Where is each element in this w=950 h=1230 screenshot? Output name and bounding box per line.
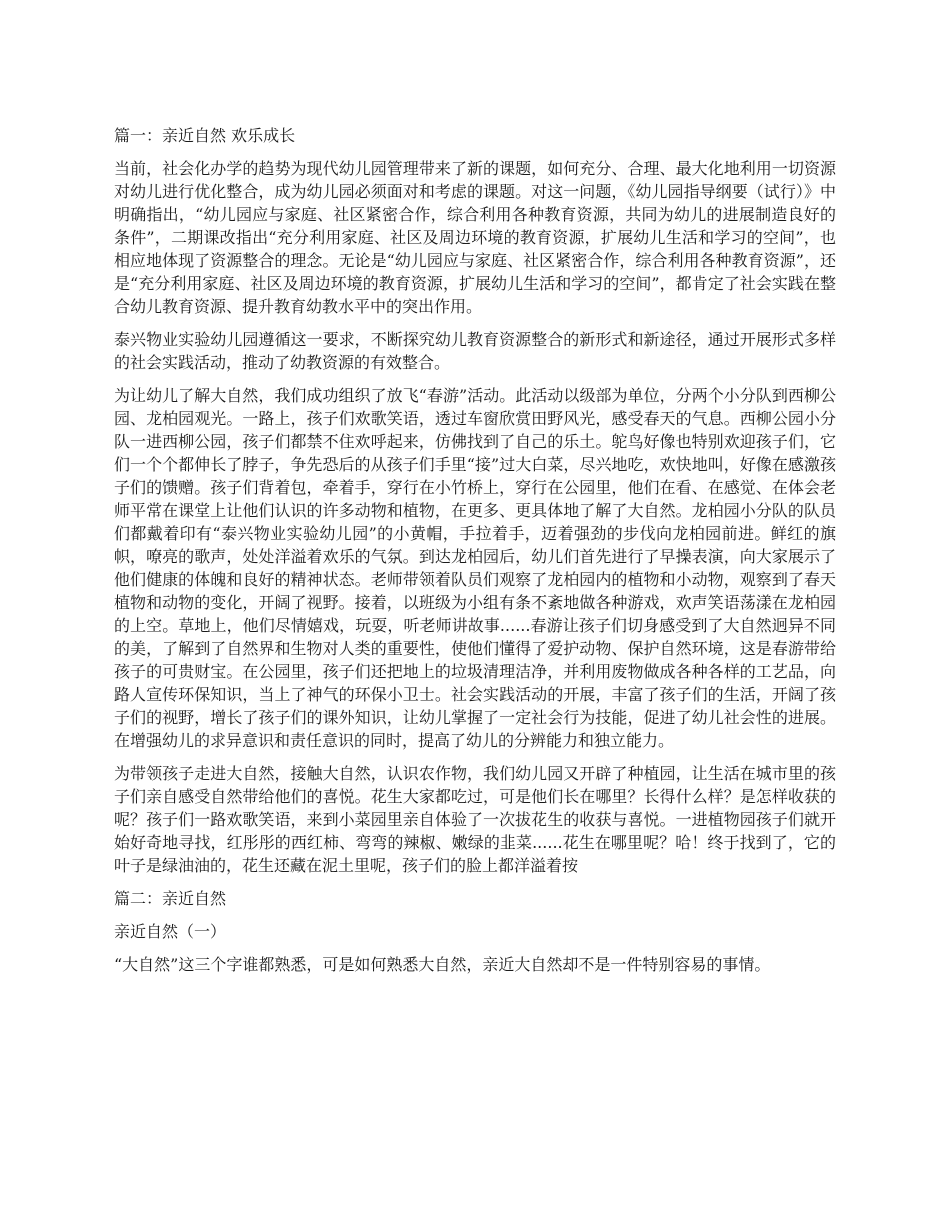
paragraph: “大自然”这三个字谁都熟悉，可是如何熟悉大自然，亲近大自然却不是一件特别容易的事情。: [114, 955, 771, 974]
paragraph: 泰兴物业实验幼儿园遵循这一要求，不断探究幼儿教育资源整合的新形式和新途径，通过开展形式多样的社会实践活动，推动了幼教资源的有效整合。: [114, 330, 836, 372]
subsection-title: 亲近自然（一）: [114, 922, 227, 941]
paragraph: 当前，社会化办学的趋势为现代幼儿园管理带来了新的课题，如何充分、合理、最大化地利用一切资源对幼儿进行优化整合，成为幼儿园必须面对和考虑的课题。对这一问题，《幼儿园指导纲要（试行）》中明确指出，“幼儿园应与家庭、社区紧密合作，综合利用各种教育资源，共同为幼儿的进展制造良好的条件”，二期课改指出“充分利用家庭、社区及周边环境的教育资源，扩展幼儿生活和学习的空间”，也相应地体现了资源整合的理念。无论是“幼儿园应与家庭、社区紧密合作，综合利用各种教育资源”，还是“充分利用家庭、社区及周边环境的教育资源，扩展幼儿生活和学习的空间”，都肯定了社会实践在整合幼儿教育资源、提升教育幼教水平中的突出作用。: [114, 159, 836, 316]
paragraph: 为让幼儿了解大自然，我们成功组织了放飞“春游”活动。此活动以级部为单位，分两个小分队到西柳公园、龙柏园观光。一路上，孩子们欢歌笑语，透过车窗欣赏田野风光，感受春天的气息。西柳公园小分队一进西柳公园，孩子们都禁不住欢呼起来，仿佛找到了自己的乐土。鸵鸟好像也特别欢迎孩子们，它们一个个都伸长了脖子，争先恐后的从孩子们手里“接”过大白菜，尽兴地吃，欢快地叫，好像在感激孩子们的馈赠。孩子们背着包，牵着手，穿行在小竹桥上，穿行在公园里，他们在看、在感觉、在体会老师平常在课堂上让他们认识的许多动物和植物，在更多、更具体地了解了大自然。龙柏园小分队的队员们都戴着印有“泰兴物业实验幼儿园”的小黄帽，手拉着手，迈着强劲的步伐向龙柏园前进。鲜红的旗帜，嘹亮的歌声，处处洋溢着欢乐的气氛。到达龙柏园后，幼儿们首先进行了早操表演，向大家展示了他们健康的体魄和良好的精神状态。老师带领着队员们观察了龙柏园内的植物和小动物，观察到了春天植物和动物的变化，开阔了视野。接着，以班级为小组有条不紊地做各种游戏，欢声笑语荡漾在龙柏园的上空。草地上，他们尽情嬉戏，玩耍，听老师讲故事......春游让孩子们切身感受到了大自然迥异不同的美，了解到了自然界和生物对人类的重要性，使他们懂得了爱护动物、保护自然环境，这是春游带给孩子的可贵财宝。在公园里，孩子们还把地上的垃圾清理洁净，并利用废物做成各种各样的工艺品，向路人宣传环保知识，当上了神气的环保小卫士。社会实践活动的开展，丰富了孩子们的生活，开阔了孩子们的视野，增长了孩子们的课外知识，让幼儿掌握了一定社会行为技能，促进了幼儿社会性的进展。在增强幼儿的求异意识和责任意识的同时，提高了幼儿的分辨能力和独立能力。: [114, 386, 836, 750]
paragraph: 为带领孩子走进大自然，接触大自然，认识农作物，我们幼儿园又开辟了种植园，让生活在城市里的孩子们亲自感受自然带给他们的喜悦。花生大家都吃过，可是他们长在哪里？长得什么样？是怎样收获的呢？孩子们一路欢歌笑语，来到小菜园里亲自体验了一次拔花生的收获与喜悦。一进植物园孩子们就开始好奇地寻找，红彤彤的西红柿、弯弯的辣椒、嫩绿的韭菜......花生在哪里呢？哈！终于找到了，它的叶子是绿油油的，花生还藏在泥土里呢，孩子们的脸上都洋溢着按: [114, 764, 836, 875]
document-page: [114, 124, 836, 986]
section-title-2: 篇二：亲近自然: [114, 889, 227, 908]
section-title-1: 篇一：亲近自然 欢乐成长: [114, 126, 296, 145]
